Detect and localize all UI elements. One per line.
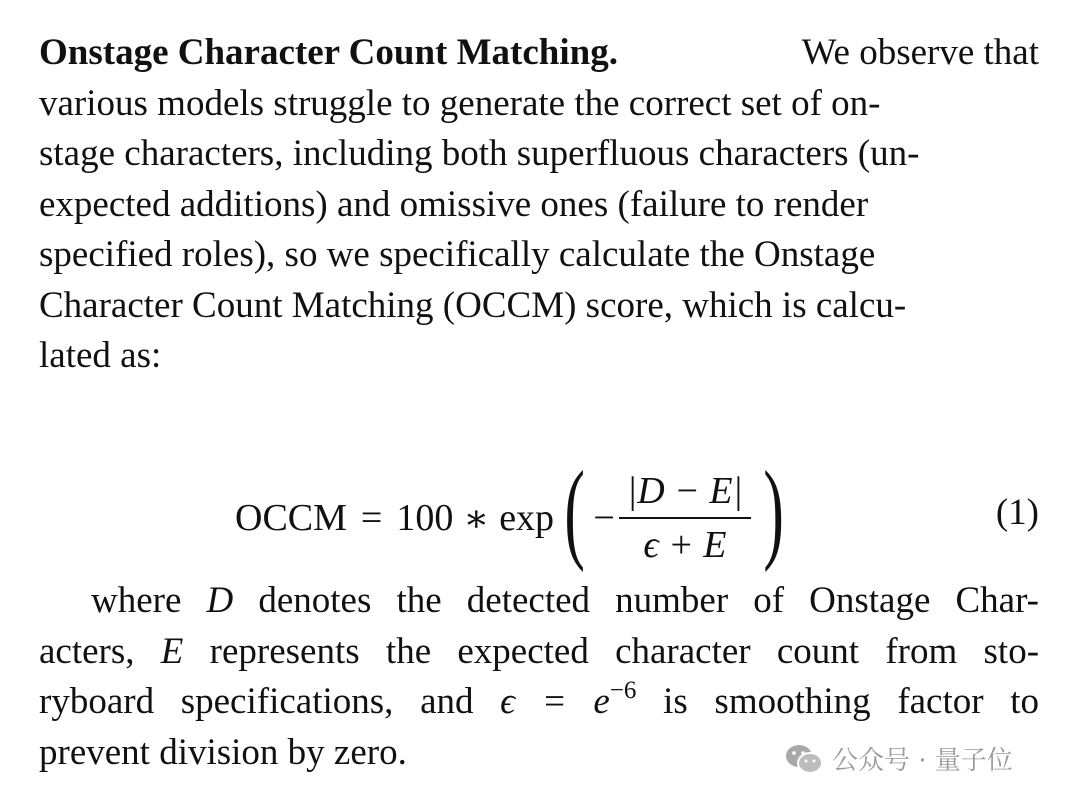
text-line xyxy=(39,28,1039,79)
text-line xyxy=(39,627,1039,678)
equation-body xyxy=(235,449,792,583)
section-heading: Onstage Character Count Matching. xyxy=(39,32,618,73)
eq-equals: = xyxy=(360,497,383,539)
text-line: prevent division by zero. xyxy=(39,731,407,773)
equation-occm xyxy=(39,449,1039,583)
text-line xyxy=(39,677,1039,728)
text-fragment: denotes the detected number of Onstage Char- xyxy=(258,580,1040,621)
eq-numerator: |D − E| xyxy=(619,469,751,519)
eq-close-paren: ) xyxy=(763,449,784,573)
text-line: stage characters, including both superfluous characters (un- xyxy=(39,133,920,174)
text-fragment: acters, xyxy=(39,630,135,672)
eq-func: exp xyxy=(499,497,555,539)
epsilon-expression: ϵ = e xyxy=(500,681,610,722)
text-fragment: ryboard specifications, and xyxy=(39,681,474,722)
eq-lhs: OCCM xyxy=(235,497,347,539)
text-line: various models struggle to generate the correct set of on- xyxy=(39,82,881,124)
text-line: Character Count Matching (OCCM) score, which is calcu- xyxy=(39,284,907,326)
text-fragment: represents the expected character count from sto- xyxy=(209,630,1040,672)
text-line: expected additions) and omissive ones (failure to render xyxy=(39,183,869,225)
variable-d: D xyxy=(206,580,234,621)
equation-number: (1) xyxy=(995,492,1039,533)
eq-minus: − xyxy=(593,497,615,539)
watermark-text: 公众号 · 量子位 xyxy=(832,746,1013,776)
variable-e: E xyxy=(160,630,184,672)
epsilon-exponent: −6 xyxy=(609,677,637,704)
eq-factor: 100 xyxy=(396,497,454,539)
eq-fraction xyxy=(619,469,751,567)
watermark xyxy=(784,740,1013,777)
text-line xyxy=(39,576,1039,627)
eq-times: ∗ xyxy=(463,497,490,540)
text-line: specified roles), so we specifically calculate the Onstage xyxy=(39,234,876,275)
text-fragment: is smoothing factor to xyxy=(663,681,1040,722)
text-line: lated as: xyxy=(39,335,162,376)
eq-denominator: ϵ + E xyxy=(643,524,727,566)
text-fragment: where xyxy=(91,580,182,621)
paragraph-occm-intro xyxy=(39,28,1039,382)
text-fragment: We observe that xyxy=(801,32,1039,73)
wechat-icon xyxy=(784,742,824,776)
eq-open-paren: ( xyxy=(564,449,585,573)
